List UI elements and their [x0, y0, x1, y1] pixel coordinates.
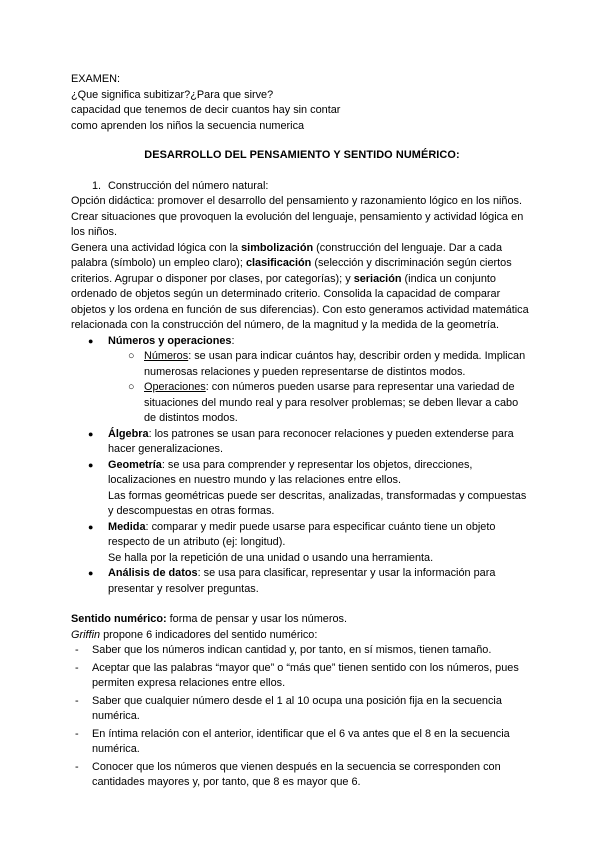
header-line-question-2: como aprenden los niños la secuencia numerica: [71, 119, 305, 132]
bullet-text: : comparar y medir puede usarse para especificar cuánto tiene un objeto respecto de un atributo (ej: longitud).: [108, 520, 496, 548]
indicator-item: [71, 694, 533, 725]
indicator-text: En íntima relación con el anterior, identificar que el 6 va antes que el 8 en la secuencia numérica.: [92, 727, 510, 755]
header-line-exam: EXAMEN:: [71, 73, 121, 85]
sub-bullet-list: [108, 349, 533, 427]
circle-bullet-icon: ○: [128, 350, 135, 362]
bullet-medida: [71, 520, 533, 567]
bullet-dot-icon: ●: [88, 335, 94, 346]
indicator-item: [71, 661, 533, 692]
bullet-label: Números y operaciones: [108, 334, 232, 347]
bullet-analisis-datos: [71, 566, 533, 597]
genera-text-3: (selección y discriminación según ciertos criterios. Agrupar o disponer por clases, por categorías); y: [71, 257, 512, 285]
sentido-label: Sentido numérico:: [71, 613, 167, 625]
indicator-text: Aceptar que las palabras “mayor que” o “más que” tienen sentido con los números, pues permiten expresa relaciones entre ellos.: [92, 661, 519, 689]
paragraph-spacer: [71, 597, 533, 612]
sub-bullet-term: Operaciones: [144, 381, 206, 393]
griffin-text: propone 6 indicadores del sentido numérico:: [100, 628, 318, 641]
bullet-label: Geometría: [108, 458, 162, 471]
sentido-numerico-paragraph: [71, 612, 533, 628]
genera-text-4: (indica un conjunto ordenado de objetos según un determinado criterio. Consolida la capacidad de comparar objetos y los ordena en función de sus diferencias). Con esto generamos actividad matemática relacionada con la construcción del número, de la magnitud y la medida de la geometría.: [71, 272, 529, 331]
bullet-label: Álgebra: [108, 427, 149, 440]
sub-bullet-text: : con números pueden usarse para representar una variedad de situaciones del mundo real y para resolver problemas; se deben llevar a cabo de distintos modos.: [144, 381, 519, 424]
sub-bullet-term: Números: [144, 350, 189, 362]
indicator-item: [71, 643, 533, 659]
sub-bullet-operaciones: [108, 380, 533, 427]
term-clasificacion: clasificación: [245, 257, 312, 269]
bullet-extra-text: Las formas geométricas puede ser descritas, analizadas, transformadas y compuestas y descompuestas en otras formas.: [108, 489, 527, 517]
dash-bullet-icon: -: [75, 760, 79, 773]
bullet-dot-icon: ●: [88, 428, 94, 439]
bullet-label: Análisis de datos: [108, 567, 198, 579]
bullet-suffix: :: [231, 334, 235, 347]
bullet-extra-text: Se halla por la repetición de una unidad o usando una herramienta.: [108, 551, 434, 564]
header-line-question: ¿Que significa subitizar?¿Para que sirve?: [71, 88, 274, 101]
numbered-item-heading: Construcción del número natural:: [108, 179, 269, 192]
indicator-item: [71, 760, 533, 791]
topics-bullet-list: [71, 334, 533, 598]
term-seriacion: seriación: [353, 272, 402, 285]
genera-text-1: Genera una actividad lógica con la: [71, 241, 242, 254]
opcion-didactica-paragraph: Opción didáctica: promover el desarrollo del pensamiento y razonamiento lógico en los niños. Crear situaciones que provoquen la evolución del lenguaje, pensamiento y actividad lógica en los niños.: [71, 195, 524, 238]
header-line-answer: capacidad que tenemos de decir cuantos hay sin contar: [71, 104, 341, 116]
sub-bullet-text: : se usan para indicar cuántos hay, describir orden y medida. Implican numerosas relaciones y pueden representarse de distintos modos.: [144, 350, 526, 378]
dash-bullet-icon: -: [75, 694, 79, 707]
numbered-item-number: 1.: [92, 179, 102, 192]
bullet-numeros-operaciones: [71, 334, 533, 427]
indicator-text: Saber que cualquier número desde el 1 al 10 ocupa una posición fija en la secuencia numérica.: [92, 694, 502, 722]
indicators-dash-list: [71, 643, 533, 791]
bullet-algebra: [71, 427, 533, 458]
genera-text-2: (construcción del lenguaje. Dar a cada palabra (símbolo) un empleo claro);: [71, 241, 503, 269]
bullet-label: Medida: [108, 520, 146, 533]
circle-bullet-icon: ○: [128, 381, 135, 393]
sub-bullet-numeros: [108, 349, 533, 380]
dash-bullet-icon: -: [75, 644, 79, 656]
dash-bullet-icon: -: [75, 727, 79, 740]
bullet-text: : los patrones se usan para reconocer relaciones y pueden extenderse para hacer generalizaciones.: [108, 427, 514, 455]
griffin-paragraph: [71, 628, 533, 644]
bullet-dot-icon: ●: [88, 568, 94, 578]
sentido-text: forma de pensar y usar los números.: [166, 613, 347, 625]
genera-paragraph: [71, 241, 533, 334]
document-title: DESARROLLO DEL PENSAMIENTO Y SENTIDO NUMÉRICO:: [144, 149, 460, 161]
griffin-name: Griffin: [71, 628, 101, 641]
indicator-item: [71, 727, 533, 758]
bullet-dot-icon: ●: [88, 459, 94, 470]
bullet-text: : se usa para clasificar, representar y usar la información para presentar y resolver preguntas.: [108, 567, 496, 595]
bullet-dot-icon: ●: [88, 521, 94, 532]
indicator-text: Conocer que los números que vienen después en la secuencia se corresponden con cantidades mayores y, por tanto, que 8 es mayor que 6.: [92, 760, 501, 788]
indicator-text: Saber que los números indican cantidad y, por tanto, en sí mismos, tienen tamaño.: [92, 644, 492, 656]
numbered-item-1: [71, 179, 533, 195]
document-page: [71, 72, 533, 793]
bullet-text: : se usa para comprender y representar los objetos, direcciones, localizaciones en nuestro mundo y las relaciones entre ellos.: [108, 458, 473, 486]
dash-bullet-icon: -: [75, 661, 79, 674]
bullet-geometria: [71, 458, 533, 520]
term-simbolizacion: simbolización: [241, 241, 314, 254]
